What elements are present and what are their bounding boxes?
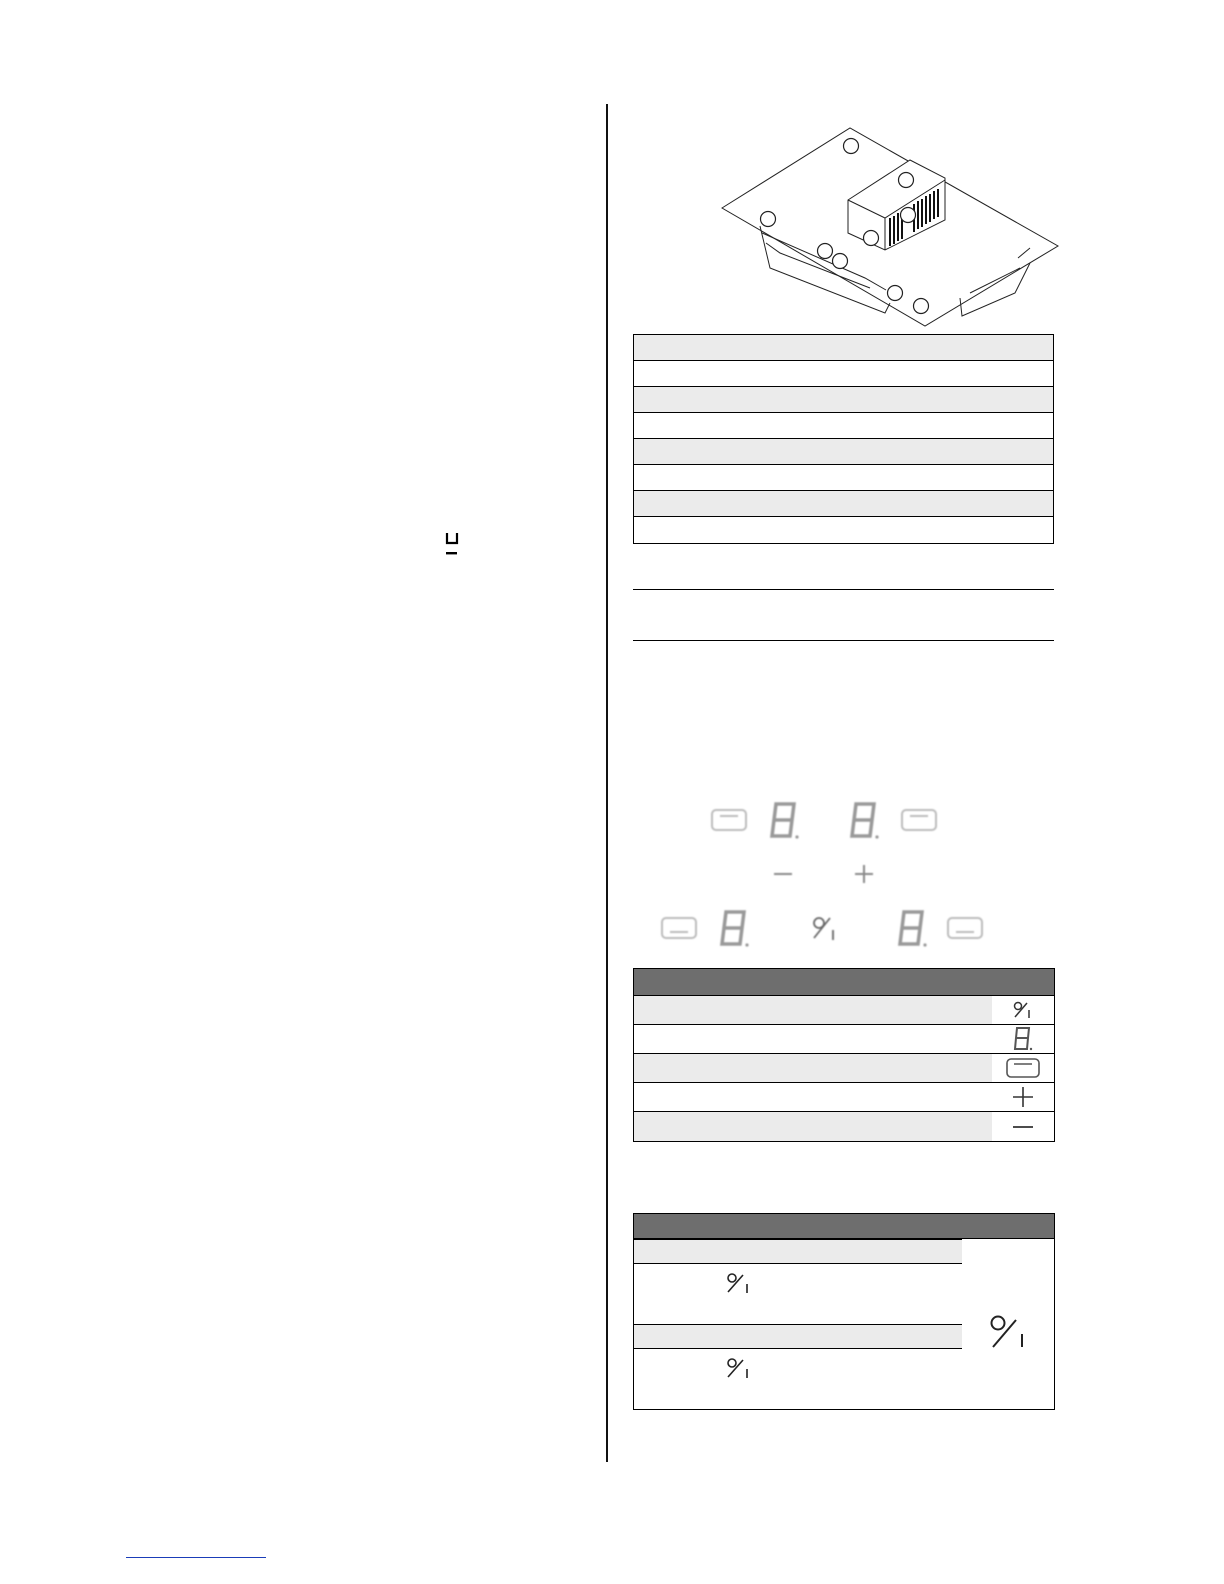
table-row — [634, 1054, 1054, 1083]
button-icon — [712, 810, 746, 830]
plus-icon — [855, 865, 873, 883]
table-row — [634, 1112, 1054, 1141]
operation-table — [633, 1213, 1055, 1410]
controls-table — [633, 968, 1055, 1142]
button-icon — [1005, 1057, 1041, 1079]
digit-display-icon — [1012, 1026, 1034, 1052]
digit-display-icon — [722, 912, 749, 947]
table-row — [634, 387, 1053, 413]
on-off-icon — [1012, 1000, 1034, 1020]
on-off-icon — [726, 1357, 752, 1379]
table-row — [634, 491, 1053, 517]
table-row — [634, 1324, 962, 1349]
table-row — [634, 361, 1053, 387]
table-row — [634, 1349, 962, 1409]
plus-icon — [1011, 1085, 1035, 1109]
table-row — [634, 1083, 1054, 1112]
table-header — [634, 1214, 1054, 1239]
table-row — [634, 335, 1053, 361]
digit-display-icon — [900, 912, 927, 947]
minus-icon — [1011, 1122, 1035, 1132]
spec-table — [633, 334, 1054, 544]
table-header — [634, 969, 1054, 996]
table-row — [634, 465, 1053, 491]
button-icon — [948, 918, 982, 938]
on-off-icon — [814, 918, 833, 940]
digit-display-icon — [852, 804, 879, 839]
section-divider — [633, 589, 1054, 590]
hob-diagram — [700, 118, 1070, 330]
table-row — [634, 1025, 1054, 1054]
u-segment-icon — [444, 530, 460, 558]
footer-link[interactable] — [126, 1557, 266, 1558]
on-off-icon — [726, 1272, 752, 1294]
on-off-icon — [989, 1314, 1029, 1350]
table-row — [634, 439, 1053, 465]
button-icon — [662, 918, 696, 938]
section-divider — [633, 640, 1054, 641]
table-row — [634, 1239, 962, 1264]
control-panel — [650, 790, 1070, 960]
table-row — [634, 517, 1053, 543]
table-row — [634, 413, 1053, 439]
table-row — [634, 1264, 962, 1324]
column-divider — [606, 104, 608, 1462]
button-icon — [902, 810, 936, 830]
table-row — [634, 996, 1054, 1025]
digit-display-icon — [772, 804, 799, 839]
